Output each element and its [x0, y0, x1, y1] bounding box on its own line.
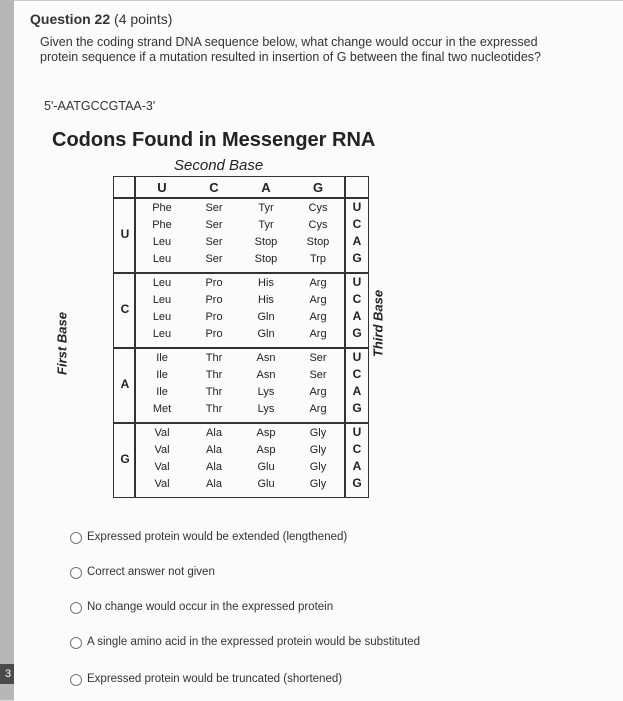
amino-acid-cell: Pro — [205, 311, 223, 323]
amino-acid-cell: Arg — [309, 294, 327, 306]
amino-acid-cell: Trp — [309, 253, 327, 265]
amino-acid-cell: Arg — [309, 311, 327, 323]
amino-acid-cell: Stop — [254, 253, 278, 265]
first-base-a: A — [120, 376, 130, 391]
third-base-c: C — [352, 367, 362, 381]
amino-acid-cell: Leu — [152, 236, 172, 248]
amino-acid-cell: Gly — [309, 478, 327, 490]
amino-acid-cell: Stop — [306, 236, 330, 248]
third-base-g: G — [352, 326, 362, 340]
second-base-label: Second Base — [174, 157, 264, 174]
codon-grid — [113, 176, 369, 498]
first-base-u: U — [120, 226, 130, 241]
amino-acid-cell: Glu — [257, 478, 275, 490]
amino-acid-cell: Ala — [206, 444, 222, 456]
amino-acid-cell: Met — [152, 403, 172, 415]
amino-acid-cell: Ala — [206, 427, 222, 439]
amino-acid-cell: Arg — [309, 328, 327, 340]
radio-button[interactable] — [70, 567, 82, 579]
question-text: Given the coding strand DNA sequence below, what change would occur in the expressed protein sequence if a mutation resulted in insertion of G between the final two nucleotides? — [40, 35, 542, 64]
amino-acid-cell: Thr — [205, 369, 223, 381]
first-base-label: First Base — [54, 312, 70, 375]
codon-table-title: Codons Found in Messenger RNA — [52, 129, 376, 151]
amino-acid-cell: Ala — [206, 461, 222, 473]
first-base-c: C — [120, 301, 130, 316]
radio-button[interactable] — [70, 637, 82, 649]
answer-option-label: Correct answer not given — [87, 566, 215, 578]
amino-acid-cell: Gln — [257, 311, 275, 323]
amino-acid-cell: Ile — [156, 386, 168, 398]
second-base-header-a: A — [261, 180, 271, 195]
third-base-a: A — [352, 384, 362, 398]
third-base-g: G — [352, 401, 362, 415]
amino-acid-cell: Pro — [205, 294, 223, 306]
amino-acid-cell: Asn — [256, 369, 276, 381]
amino-acid-cell: Gly — [309, 427, 327, 439]
answer-option[interactable] — [70, 672, 490, 692]
answer-option-label: Expressed protein would be extended (lengthened) — [87, 531, 348, 543]
dna-sequence: 5'-AATGCCGTAA-3' — [44, 99, 156, 113]
radio-button[interactable] — [70, 602, 82, 614]
second-base-header-c: C — [209, 180, 219, 195]
third-base-g: G — [352, 476, 362, 490]
amino-acid-cell: His — [258, 277, 274, 289]
third-base-u: U — [352, 425, 362, 439]
second-base-header-g: G — [312, 180, 324, 195]
grid-divider-horizontal — [114, 347, 368, 349]
answer-option-label: No change would occur in the expressed protein — [87, 601, 334, 613]
third-base-u: U — [352, 350, 362, 364]
amino-acid-cell: Thr — [205, 352, 223, 364]
answer-option-label: Expressed protein would be truncated (shortened) — [87, 673, 343, 685]
amino-acid-cell: Tyr — [258, 219, 274, 231]
amino-acid-cell: Cys — [308, 202, 328, 214]
question-title: Question 22 — [30, 11, 111, 27]
amino-acid-cell: Ser — [205, 202, 223, 214]
third-base-u: U — [352, 275, 362, 289]
amino-acid-cell: Thr — [205, 403, 223, 415]
amino-acid-cell: Ser — [205, 236, 223, 248]
answer-option[interactable] — [70, 530, 490, 550]
amino-acid-cell: Ser — [205, 253, 223, 265]
amino-acid-cell: Asn — [256, 352, 276, 364]
amino-acid-cell: Val — [154, 427, 170, 439]
amino-acid-cell: Leu — [152, 311, 172, 323]
amino-acid-cell: Glu — [257, 461, 275, 473]
amino-acid-cell: Asp — [256, 444, 276, 456]
amino-acid-cell: Ser — [309, 352, 327, 364]
amino-acid-cell: Stop — [254, 236, 278, 248]
amino-acid-cell: Lys — [257, 386, 275, 398]
amino-acid-cell: Leu — [152, 277, 172, 289]
amino-acid-cell: Phe — [152, 219, 172, 231]
amino-acid-cell: Gln — [257, 328, 275, 340]
question-header — [30, 11, 172, 27]
grid-divider-horizontal — [114, 197, 368, 199]
amino-acid-cell: Arg — [309, 277, 327, 289]
question-points: (4 points) — [114, 11, 173, 27]
third-base-a: A — [352, 234, 362, 248]
third-base-u: U — [352, 200, 362, 214]
answer-option-label: A single amino acid in the expressed protein would be substituted — [87, 636, 421, 648]
first-base-g: G — [120, 451, 130, 466]
grid-divider-horizontal — [114, 422, 368, 424]
amino-acid-cell: Leu — [152, 328, 172, 340]
amino-acid-cell: Leu — [152, 253, 172, 265]
amino-acid-cell: Arg — [309, 403, 327, 415]
third-base-label: Third Base — [370, 289, 386, 358]
third-base-a: A — [352, 459, 362, 473]
amino-acid-cell: Ile — [156, 369, 168, 381]
amino-acid-cell: Cys — [308, 219, 328, 231]
answer-option[interactable] — [70, 565, 490, 585]
page-number-badge: 3 — [0, 664, 16, 684]
amino-acid-cell: Gly — [309, 444, 327, 456]
radio-button[interactable] — [70, 674, 82, 686]
answer-option[interactable] — [70, 635, 490, 655]
amino-acid-cell: Val — [154, 444, 170, 456]
amino-acid-cell: Phe — [152, 202, 172, 214]
amino-acid-cell: Asp — [256, 427, 276, 439]
grid-divider-horizontal — [114, 272, 368, 274]
amino-acid-cell: Lys — [257, 403, 275, 415]
amino-acid-cell: Leu — [152, 294, 172, 306]
amino-acid-cell: Val — [154, 461, 170, 473]
question-card — [14, 0, 623, 701]
amino-acid-cell: Ala — [206, 478, 222, 490]
amino-acid-cell: His — [258, 294, 274, 306]
left-sidebar-strip — [0, 0, 14, 700]
third-base-a: A — [352, 309, 362, 323]
radio-button[interactable] — [70, 532, 82, 544]
amino-acid-cell: Val — [154, 478, 170, 490]
amino-acid-cell: Pro — [205, 328, 223, 340]
third-base-c: C — [352, 292, 362, 306]
third-base-g: G — [352, 251, 362, 265]
amino-acid-cell: Ser — [205, 219, 223, 231]
second-base-header-u: U — [157, 180, 167, 195]
third-base-c: C — [352, 217, 362, 231]
codon-table-figure — [40, 126, 400, 506]
amino-acid-cell: Ile — [156, 352, 168, 364]
amino-acid-cell: Pro — [205, 277, 223, 289]
amino-acid-cell: Ser — [309, 369, 327, 381]
amino-acid-cell: Thr — [205, 386, 223, 398]
answer-option[interactable] — [70, 600, 490, 620]
amino-acid-cell: Tyr — [258, 202, 274, 214]
amino-acid-cell: Gly — [309, 461, 327, 473]
amino-acid-cell: Arg — [309, 386, 327, 398]
third-base-c: C — [352, 442, 362, 456]
